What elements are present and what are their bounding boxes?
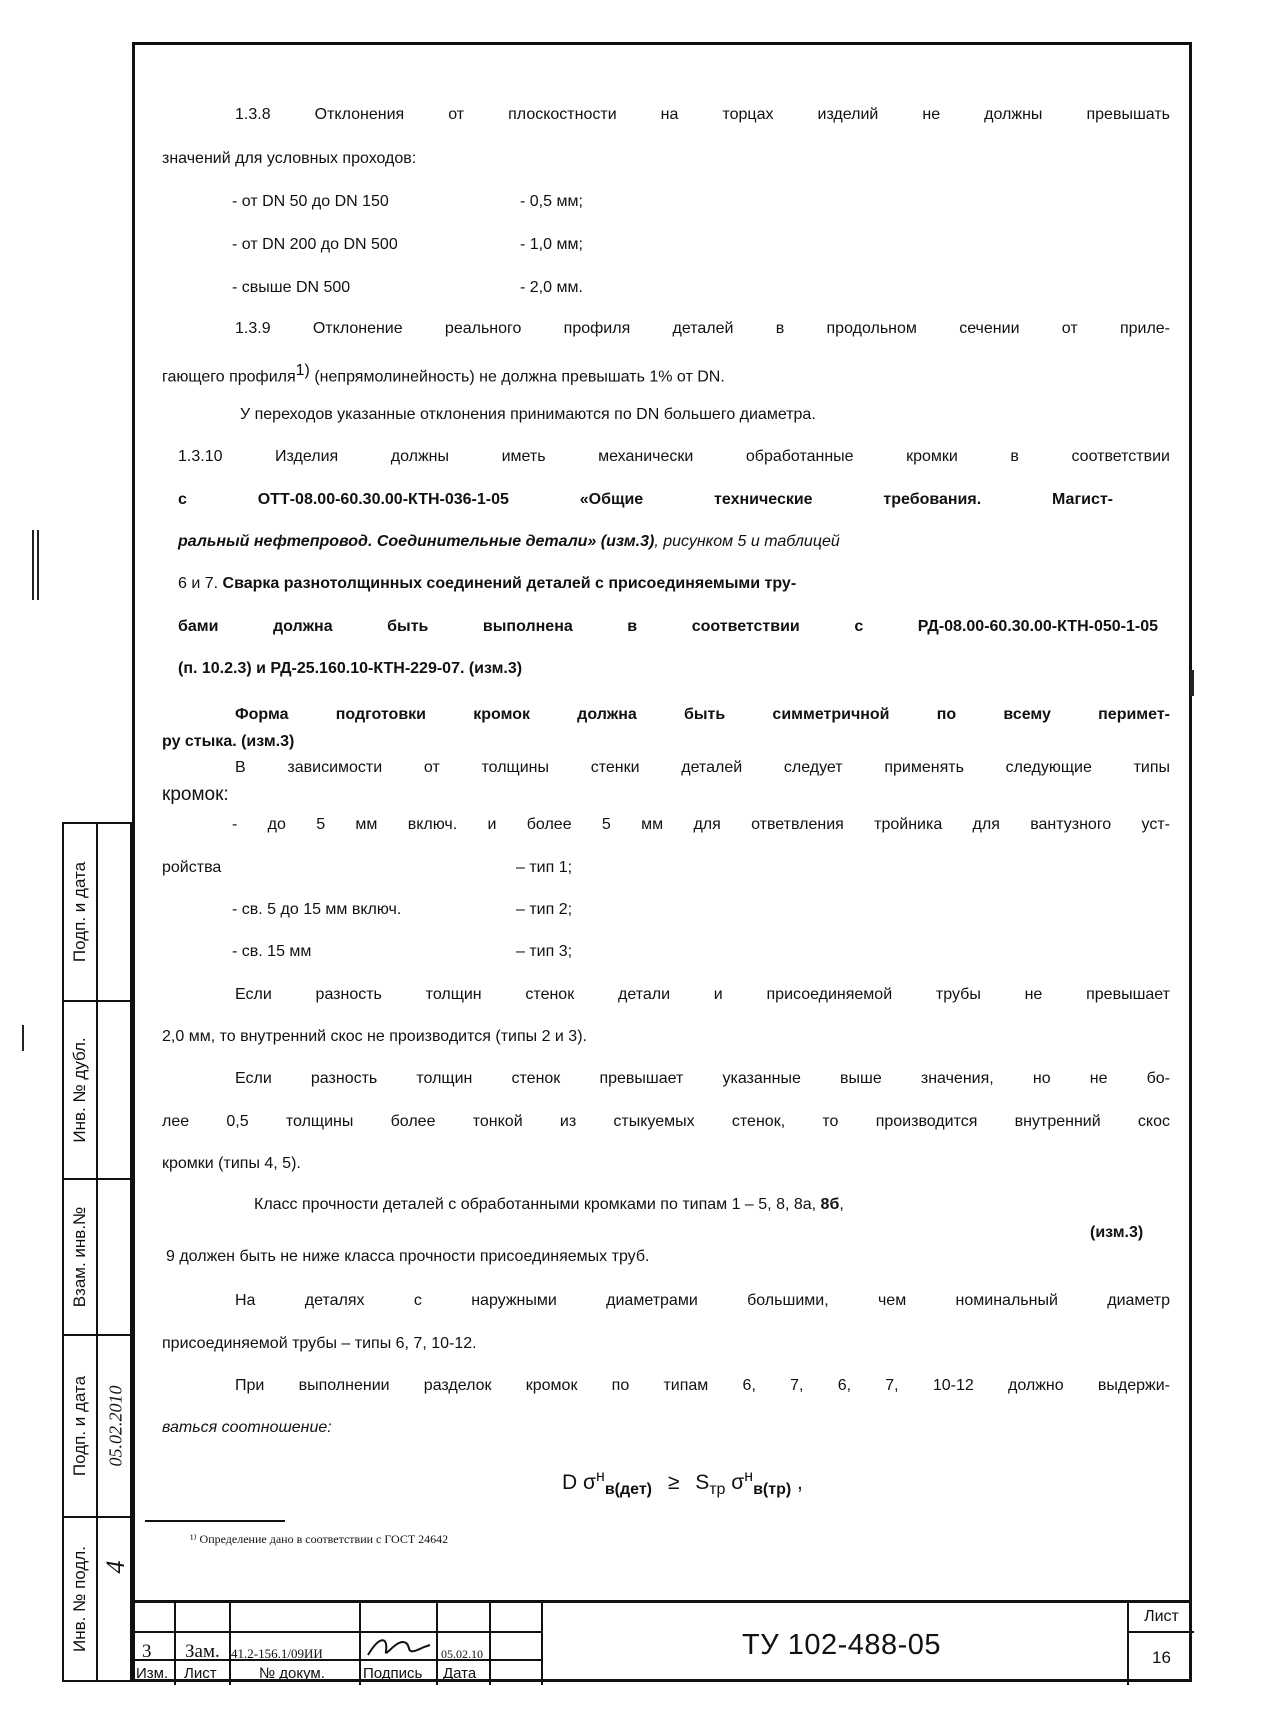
title-block-vline bbox=[541, 1603, 543, 1685]
strip-cell-label bbox=[64, 1336, 98, 1516]
strip-label-vzam-inv: Взам. инв.№ bbox=[70, 1206, 89, 1308]
para-1-3-8-line1: 1.3.8 Отклонения от плоскостности на торцах изделий не должны превышать bbox=[235, 106, 1170, 123]
dn-row-value: - 2,0 мм. bbox=[520, 279, 583, 296]
class-para-change-note: (изм.3) bbox=[1090, 1224, 1144, 1241]
class-para-line1 bbox=[254, 1196, 844, 1214]
dn-row-range: - от DN 50 до DN 150 bbox=[232, 193, 389, 210]
strip-cell-label bbox=[64, 1180, 98, 1334]
strip-podp-data-2-value: 05.02.2010 bbox=[105, 1385, 126, 1467]
strip-label-inv-podl: Инв. № подл. bbox=[70, 1546, 89, 1652]
title-block-hline bbox=[132, 1631, 541, 1633]
edge-type-row-left: - св. 15 мм bbox=[232, 943, 312, 960]
para-1-3-10-line4-bold: Сварка разнотолщинных соединений деталей с присоединяемыми тру- bbox=[222, 575, 797, 592]
form-para-line1: Форма подготовки кромок должна быть симметричной по всему перимет- bbox=[235, 706, 1170, 723]
class-para-type-8b: 8б bbox=[820, 1196, 840, 1213]
footnote-marker: 1) bbox=[295, 362, 310, 379]
formula-operator: ≥ bbox=[667, 1471, 680, 1494]
standard-title: ральный нефтепровод. Соединительные детали» (изм.3) bbox=[178, 533, 655, 550]
strip-label-podp-data-1: Подп. и дата bbox=[70, 861, 89, 963]
rev-sheet: Зам. bbox=[185, 1641, 220, 1662]
strip-cell-vzam-inv bbox=[62, 1178, 132, 1336]
if-para-1-line2: 2,0 мм, то внутренний скос не производится (типы 2 и 3). bbox=[162, 1028, 587, 1045]
title-block bbox=[132, 1600, 1192, 1685]
title-block-vline bbox=[229, 1603, 231, 1685]
scan-mark bbox=[22, 1025, 24, 1051]
caption-list: Лист bbox=[184, 1665, 217, 1682]
edge-types-intro-line2: кромок: bbox=[162, 784, 229, 805]
formula-lhs-sub: в(дет) bbox=[604, 1481, 652, 1499]
para-1-3-8-line2: значений для условных проходов: bbox=[162, 150, 417, 167]
para-1-3-9-line2 bbox=[162, 362, 725, 386]
caption-izm: Изм. bbox=[136, 1665, 169, 1682]
sheet-box bbox=[1127, 1603, 1194, 1685]
rev-number: 3 bbox=[142, 1641, 152, 1662]
title-block-vline bbox=[436, 1603, 438, 1685]
strip-label-podp-data-2: Подп. и дата bbox=[70, 1375, 89, 1477]
formula-rhs: S bbox=[695, 1471, 710, 1494]
margin-strip bbox=[62, 822, 132, 1682]
signature-mark bbox=[364, 1633, 434, 1661]
class-para-line2: 9 должен быть не ниже класса прочности присоединяемых труб. bbox=[166, 1248, 650, 1265]
strip-cell-inv-podl bbox=[62, 1516, 132, 1682]
formula-end: , bbox=[791, 1471, 803, 1494]
title-block-vline bbox=[489, 1603, 491, 1685]
para-1-3-9-line1: 1.3.9 Отклонение реального профиля деталей в продольном сечении от приле- bbox=[235, 320, 1170, 337]
para-1-3-10-line3 bbox=[178, 533, 840, 551]
edge-type-row-right: – тип 3; bbox=[516, 943, 573, 960]
edge-type-row-right: – тип 2; bbox=[516, 901, 573, 918]
para-1-3-10-line4 bbox=[178, 575, 796, 593]
dn-row-value: - 0,5 мм; bbox=[520, 193, 583, 210]
para-1-3-10-line5: бами должна быть выполнена в соответствии с РД-08.00-60.30.00-КТН-050-1-05 bbox=[178, 618, 1158, 635]
if-para-2-line2: лее 0,5 толщины более тонкой из стыкуемых стенок, то производится внутренний скос bbox=[162, 1113, 1170, 1130]
formula-rhs-sub2: в(тр) bbox=[753, 1481, 792, 1499]
if-para-2-line3: кромки (типы 4, 5). bbox=[162, 1155, 301, 1172]
strip-label-inv-dubl: Инв. № дубл. bbox=[70, 1037, 89, 1143]
para-1-3-10-line4-start: 6 и 7. bbox=[178, 575, 223, 592]
edge-type-row-right: – тип 1; bbox=[516, 859, 573, 876]
footnote-rule bbox=[145, 1520, 285, 1522]
scan-mark bbox=[37, 530, 39, 600]
strip-cell-podp-data-1 bbox=[62, 822, 132, 1002]
para-1-3-9-line3: У переходов указанные отклонения принимаются по DN большего диаметра. bbox=[240, 406, 816, 423]
form-para-line2: ру стыка. (изм.3) bbox=[162, 733, 295, 750]
dn-row-range: - свыше DN 500 bbox=[232, 279, 351, 296]
rev-doc-number: 41.2-156.1/09ИИ bbox=[231, 1646, 323, 1661]
strip-inv-podl-value: 4 bbox=[101, 1560, 130, 1574]
title-block-vline bbox=[359, 1603, 361, 1685]
dn-row-value: - 1,0 мм; bbox=[520, 236, 583, 253]
para-1-3-10-line6: (п. 10.2.3) и РД-25.160.10-КТН-229-07. (изм.3) bbox=[178, 660, 523, 677]
outer-para-line1: На деталях с наружными диаметрами большими, чем номинальный диаметр bbox=[235, 1292, 1170, 1309]
para-1-3-10-line2: с ОТТ-08.00-60.30.00-КТН-036-1-05 «Общие технические требования. Магист- bbox=[178, 491, 1113, 508]
rev-date: 05.02.10 bbox=[441, 1647, 483, 1661]
cut-para-line2: ваться соотношение: bbox=[162, 1419, 332, 1436]
strip-cell-inv-dubl bbox=[62, 1000, 132, 1180]
edge-type-row-left: ройства bbox=[162, 859, 222, 876]
strip-cell-label bbox=[64, 1518, 98, 1680]
if-para-1-line1: Если разность толщин стенок детали и присоединяемой трубы не превышает bbox=[235, 986, 1170, 1003]
formula-rhs-sup: н bbox=[744, 1468, 754, 1485]
title-block-vline bbox=[174, 1603, 176, 1685]
if-para-2-line1: Если разность толщин стенок превышает указанные выше значения, но не бо- bbox=[235, 1070, 1170, 1087]
caption-doc-no: № докум. bbox=[259, 1665, 325, 1682]
strength-formula bbox=[562, 1468, 803, 1499]
scan-mark bbox=[1190, 670, 1194, 696]
class-para-line1-text: Класс прочности деталей с обработанными кромками по типам 1 – 5, 8, 8а, bbox=[254, 1196, 821, 1213]
formula-rhs-sigma: σ bbox=[725, 1471, 745, 1494]
edge-types-intro-line1: В зависимости от толщины стенки деталей следует применять следующие типы bbox=[235, 759, 1170, 776]
para-1-3-9-line2-rest: (непрямолинейность) не должна превышать 1% от DN. bbox=[309, 368, 725, 386]
caption-sign: Подпись bbox=[363, 1665, 423, 1682]
formula-lhs: D σ bbox=[562, 1471, 596, 1494]
strip-cell-podp-data-2 bbox=[62, 1334, 132, 1518]
edge-type-line1: - до 5 мм включ. и более 5 мм для ответвления тройника для вантузного уст- bbox=[232, 816, 1170, 833]
outer-para-line2: присоединяемой трубы – типы 6, 7, 10-12. bbox=[162, 1335, 477, 1352]
footnote: ¹⁾ Определение дано в соответствии с ГОСТ 24642 bbox=[190, 1532, 449, 1546]
caption-date: Дата bbox=[443, 1665, 477, 1682]
sheet-number: 16 bbox=[1152, 1648, 1171, 1667]
strip-cell-label bbox=[64, 1002, 98, 1178]
document-designation: ТУ 102-488-05 bbox=[742, 1629, 942, 1661]
class-para-comma: , bbox=[839, 1196, 844, 1213]
footnote-ref-text: гающего профиля bbox=[162, 368, 296, 386]
formula-rhs-sub1: тр bbox=[709, 1481, 726, 1499]
scan-mark bbox=[32, 530, 34, 600]
para-1-3-10-line3-rest: , рисунком 5 и таблицей bbox=[654, 533, 840, 550]
edge-type-row-left: - св. 5 до 15 мм включ. bbox=[232, 901, 402, 918]
strip-cell-label bbox=[64, 824, 98, 1000]
cut-para-line1: При выполнении разделок кромок по типам 6, 7, 6, 7, 10-12 должно выдержи- bbox=[235, 1377, 1170, 1394]
formula-lhs-sup: н bbox=[595, 1468, 605, 1485]
sheet-label: Лист bbox=[1129, 1603, 1194, 1633]
dn-row-range: - от DN 200 до DN 500 bbox=[232, 236, 398, 253]
para-1-3-10-line1: 1.3.10 Изделия должны иметь механически обработанные кромки в соответствии bbox=[178, 448, 1170, 465]
